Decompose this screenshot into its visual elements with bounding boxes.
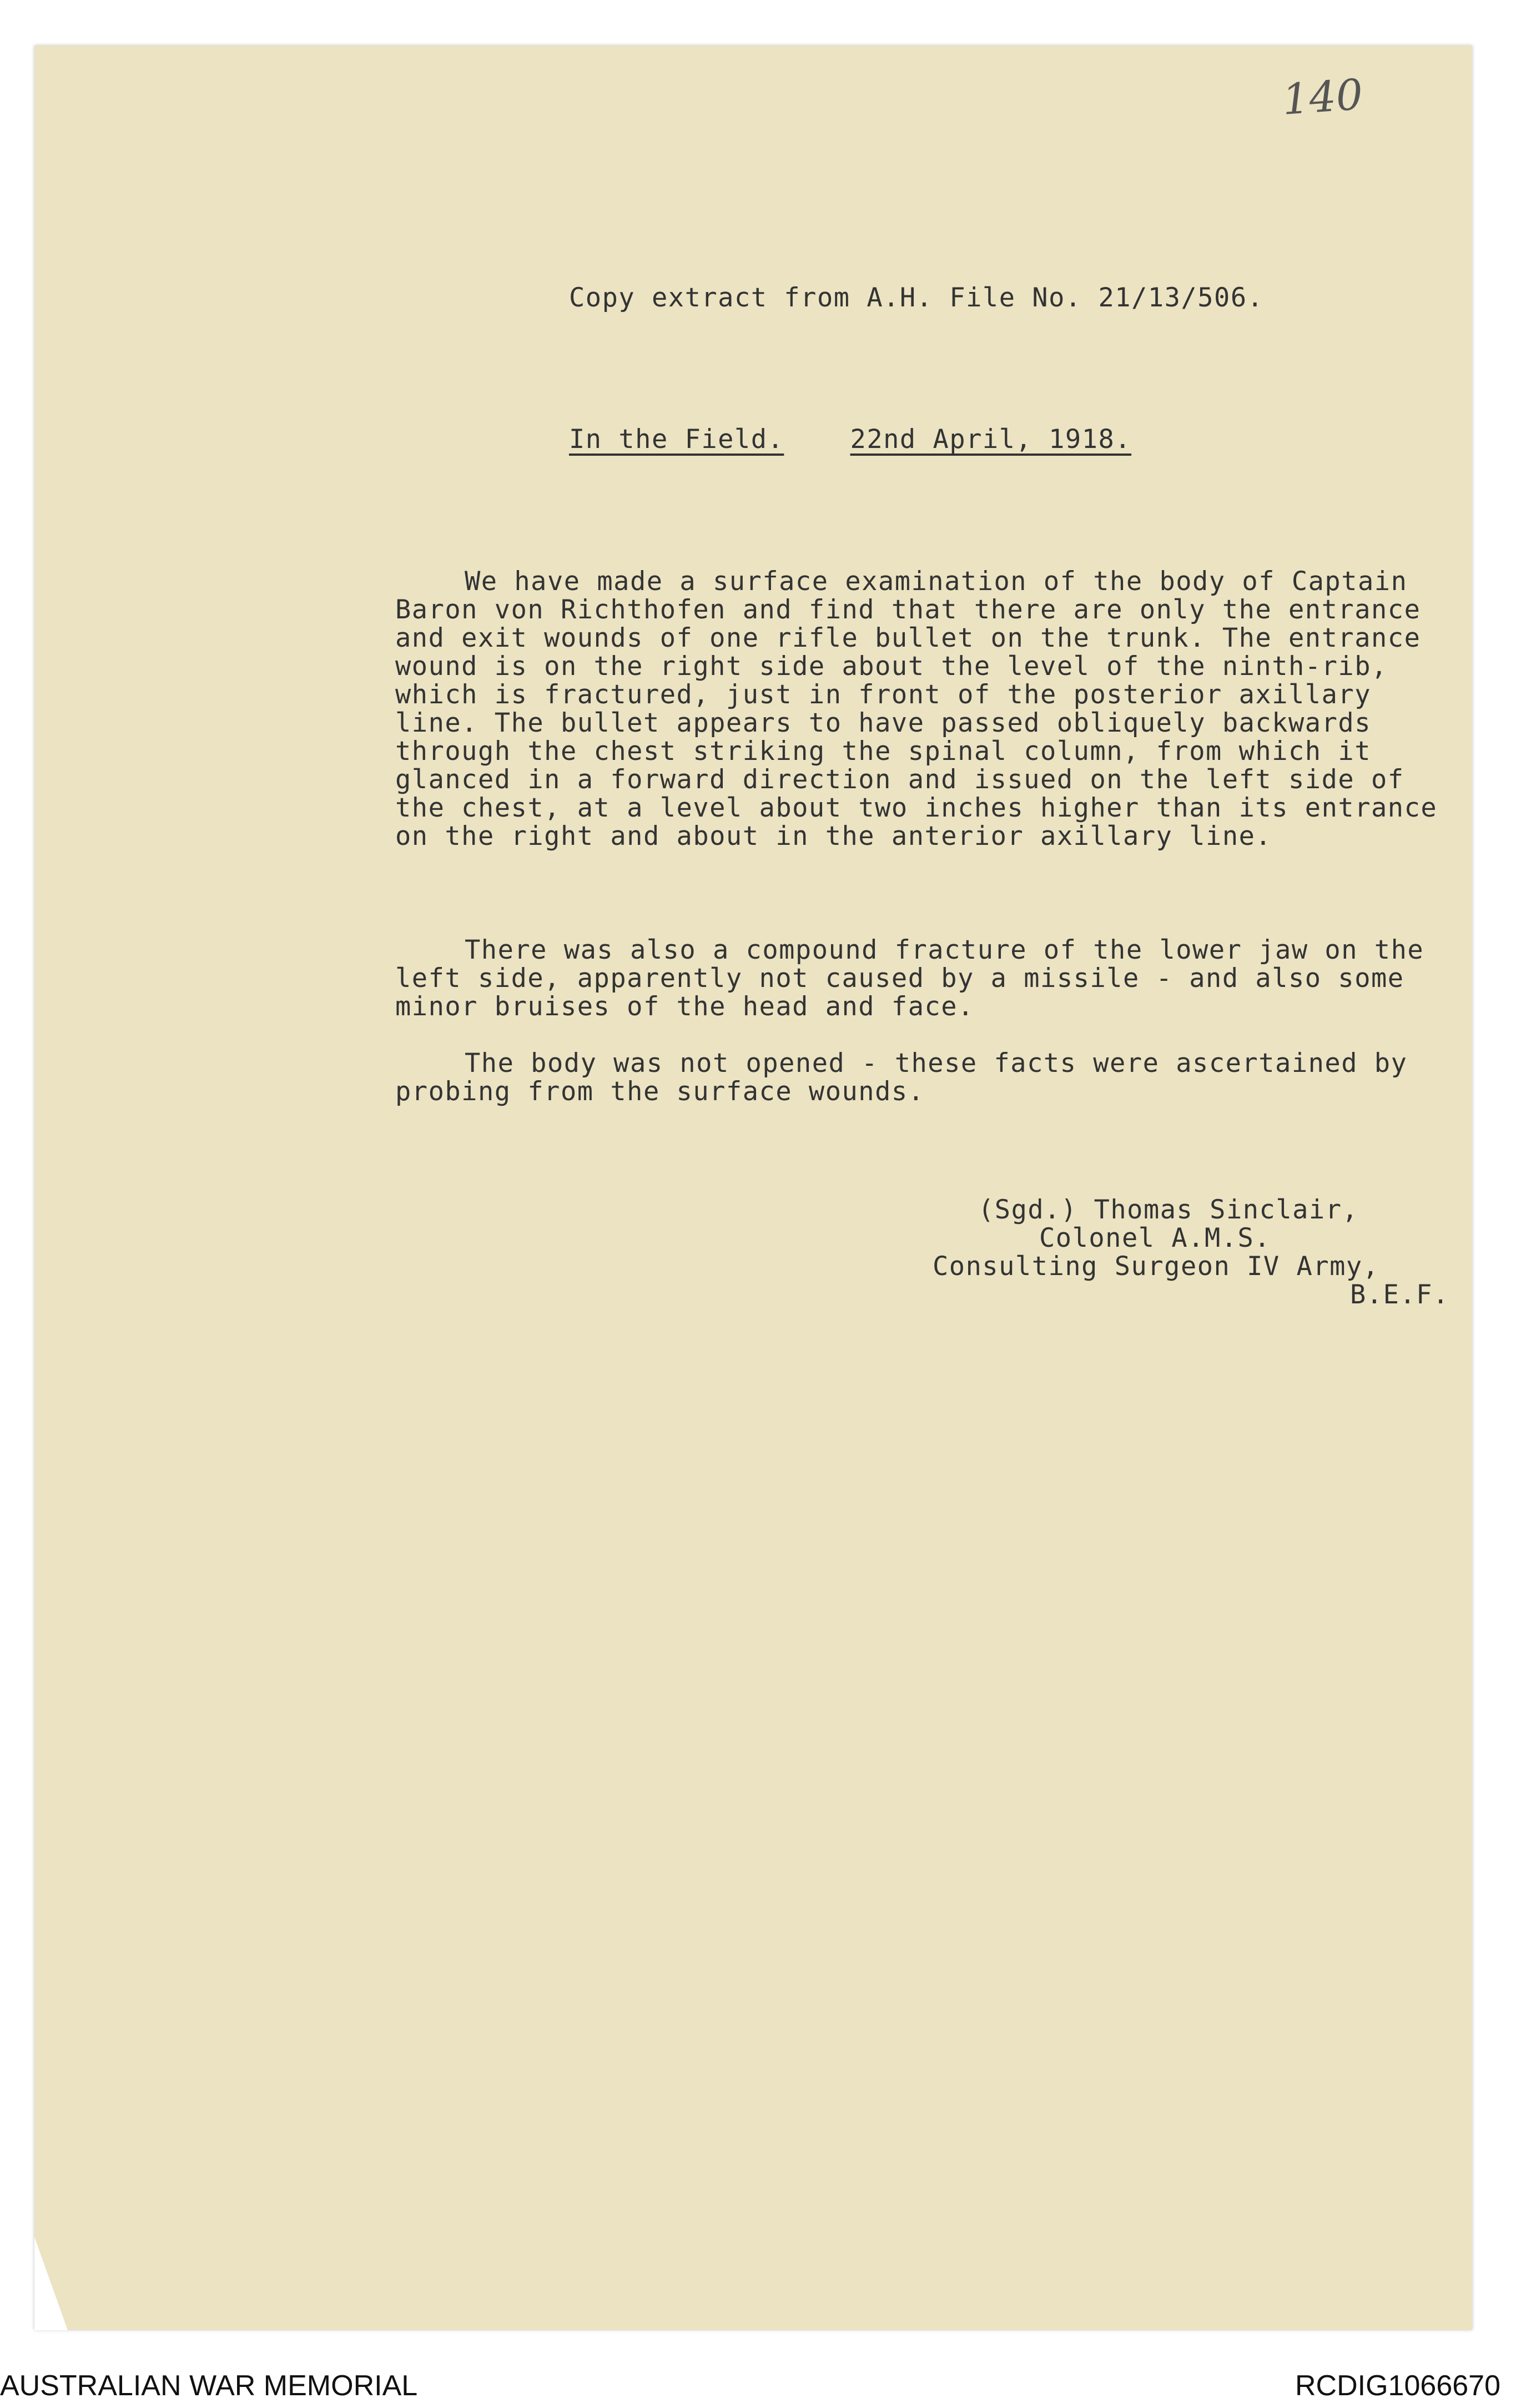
body-paragraph-3: The body was not opened - these facts were ascertained by probing from the surface wounds. <box>395 1048 1408 1107</box>
archive-credit: AUSTRALIAN WAR MEMORIAL <box>0 2370 418 2402</box>
signature-line-title: Consulting Surgeon IV Army, <box>933 1251 1379 1282</box>
date-label: 22nd April, 1918. <box>850 424 1132 455</box>
dateline <box>569 421 1131 459</box>
archive-id: RCDIG1066670 <box>1295 2370 1500 2402</box>
signature-line-name: (Sgd.) Thomas Sinclair, <box>978 1195 1359 1225</box>
document-heading: Copy extract from A.H. File No. 21/13/506. <box>569 283 1264 313</box>
signature-line-unit: B.E.F. <box>1350 1279 1449 1310</box>
signature-line-rank: Colonel A.M.S. <box>1039 1223 1271 1253</box>
body-paragraph-1: We have made a surface examination of the body of Captain Baron von Richthofen and find that there are only the entrance and exit wounds of one rifle bullet on the trunk. The entrance wound is on the right side about the level of the ninth-rib, which is fractured, just in front of the posterior axillary line. The bullet appears to have passed obliquely backwards through the chest striking the spinal column, from which it glanced in a forward direction and issued on the left side of the chest, at a level about two inches higher than its entrance on the right and about in the anterior axillary line. <box>395 566 1438 852</box>
document-sheet <box>34 46 1472 2330</box>
place-label: In the Field. <box>569 424 784 455</box>
body-paragraph-2: There was also a compound fracture of the lower jaw on the left side, apparently not caused by a missile - and also some minor bruises of the head and face. <box>395 935 1424 1022</box>
torn-corner <box>34 2237 68 2330</box>
folio-number: 140 <box>1281 69 1364 124</box>
